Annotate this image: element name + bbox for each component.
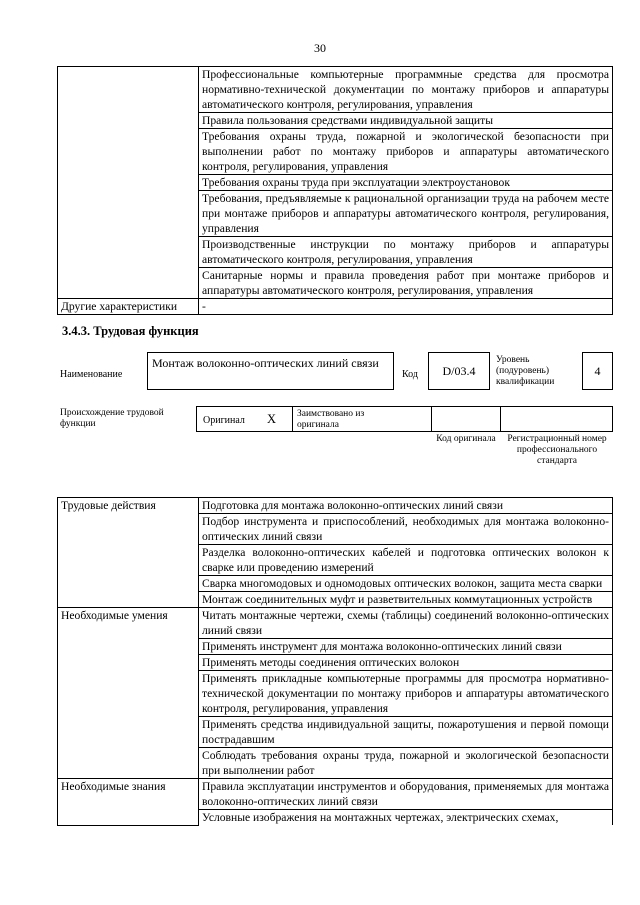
table-cell: Производственные инструкции по монтажу приборов и аппаратуры автоматического контроля, регулирования, управления — [199, 237, 613, 268]
code-value-box — [428, 352, 490, 390]
level-value: 4 — [594, 364, 601, 378]
table-cell: Сварка многомодовых и одномодовых оптических волокон, защита места сварки — [199, 576, 613, 592]
group-label: Необходимые умения — [58, 608, 199, 779]
table-cell: Подготовка для монтажа волоконно-оптических линий связи — [199, 498, 613, 514]
table-cell: Требования охраны труда при эксплуатации электроустановок — [199, 175, 613, 191]
table-cell: Применять средства индивидуальной защиты, пожаротушения и первой помощи пострадавшим — [199, 717, 613, 748]
code-label: Код — [402, 369, 418, 380]
group-label: Необходимые знания — [58, 779, 199, 826]
group-label: Трудовые действия — [58, 498, 199, 608]
empty-label-cell — [58, 67, 199, 299]
table-cell: Читать монтажные чертежи, схемы (таблицы) соединений волоконно-оптических линий связи — [199, 608, 613, 639]
table-cell: Требования охраны труда, пожарной и экологической безопасности при выполнении работ по монтажу приборов и аппаратуры автоматического контроля, регулирования, управления — [199, 129, 613, 175]
table-cell: Применять прикладные компьютерные программы для просмотра нормативно-технической документации по монтажу приборов и аппаратуры автоматического контроля, регулирования, управления — [199, 671, 613, 717]
table-cell: Условные изображения на монтажных чертежах, электрических схемах, — [199, 810, 613, 826]
table-row — [58, 608, 613, 639]
table-cell: Требования, предъявляемые к рациональной организации труда на рабочем месте при монтаже приборов и аппаратуры автоматического контроля, регулирования, управления — [199, 191, 613, 237]
origin-code-cell — [431, 406, 501, 432]
original-label: Оригинал — [203, 415, 245, 426]
bottom-table — [57, 497, 613, 826]
section-title: 3.4.3. Трудовая функция — [62, 324, 199, 338]
code-value: D/03.4 — [442, 364, 476, 378]
level-label: Уровень (подуровень) квалификации — [496, 355, 555, 387]
original-cell — [196, 406, 293, 432]
level-value-box — [582, 352, 613, 390]
table-cell: Разделка волоконно-оптических кабелей и подготовка оптических волокон к сварке или проведению измерений — [199, 545, 613, 576]
top-table — [57, 66, 613, 315]
table-cell: Применять инструмент для монтажа волоконно-оптических линий связи — [199, 639, 613, 655]
table-row — [58, 498, 613, 514]
table-row — [58, 779, 613, 810]
origin-row — [196, 406, 613, 432]
table-cell: Санитарные нормы и правила проведения работ при монтаже приборов и аппаратуры автоматического контроля, регулирования, управления — [199, 268, 613, 299]
other-value: - — [199, 299, 613, 315]
reg-number-caption: Регистрационный номер профессионального стандарта — [507, 434, 607, 466]
table-cell: Монтаж соединительных муфт и разветвительных коммутационных устройств — [199, 592, 613, 608]
name-label: Наименование — [60, 369, 123, 380]
origin-label: Происхождение трудовой функции — [60, 408, 164, 429]
page-number: 30 — [314, 41, 326, 55]
table-cell: Правила эксплуатации инструментов и оборудования, применяемых для монтажа волоконно-оптических линий связи — [199, 779, 613, 810]
table-cell: Подбор инструмента и приспособлений, необходимых для монтажа волоконно-оптических линий связи — [199, 514, 613, 545]
table-row — [58, 299, 613, 315]
original-mark: X — [267, 412, 277, 426]
other-label: Другие характеристики — [58, 299, 199, 315]
origin-code-caption: Код оригинала — [436, 434, 496, 444]
table-row — [58, 67, 613, 113]
table-cell: Соблюдать требования охраны труда, пожарной и экологической безопасности при выполнении работ — [199, 748, 613, 779]
name-value: Монтаж волоконно-оптических линий связи — [152, 356, 379, 370]
name-value-box — [147, 352, 394, 390]
table-cell: Применять методы соединения оптических волокон — [199, 655, 613, 671]
borrowed-label: Заимствовано из оригинала — [297, 409, 365, 430]
table-cell: Профессиональные компьютерные программные средства для просмотра нормативно-технической документации по монтажу приборов и аппаратуры автоматического контроля, регулирования, управления — [199, 67, 613, 113]
borrowed-cell — [292, 406, 432, 432]
reg-number-cell — [500, 406, 613, 432]
table-cell: Правила пользования средствами индивидуальной защиты — [199, 113, 613, 129]
